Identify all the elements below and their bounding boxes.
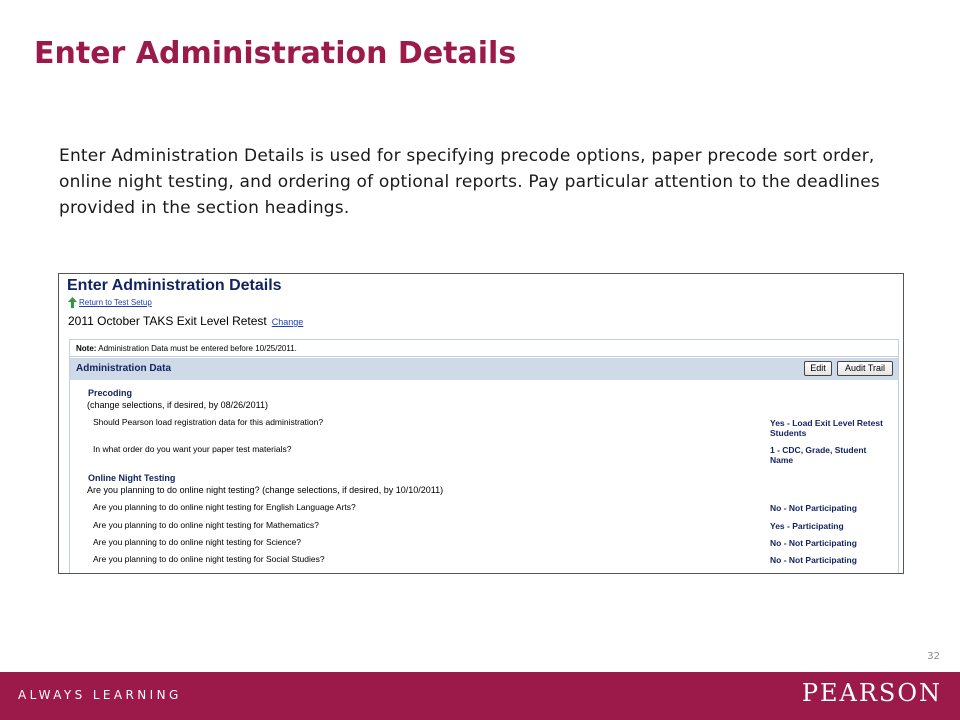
embedded-screenshot xyxy=(58,273,904,574)
page-number: 32 xyxy=(927,651,940,662)
night-testing-answer: Yes - Participating xyxy=(770,521,844,531)
precoding-question: In what order do you want your paper test materials? xyxy=(93,444,292,454)
night-testing-subtitle: Are you planning to do online night testing? (change selections, if desired, by 10/10/2011) xyxy=(87,485,444,495)
footer-bar xyxy=(0,672,960,720)
administration-name: 2011 October TAKS Exit Level Retest xyxy=(68,314,267,328)
up-arrow-icon xyxy=(68,297,77,308)
edit-button[interactable]: Edit xyxy=(804,361,832,376)
section-header xyxy=(70,358,898,380)
page-title: Enter Administration Details xyxy=(67,277,282,294)
footer-tagline: ALWAYS LEARNING xyxy=(18,688,182,702)
change-link[interactable]: Change xyxy=(271,317,304,327)
return-row xyxy=(68,296,152,308)
night-testing-question: Are you planning to do online night testing for Science? xyxy=(93,537,301,547)
precoding-subtitle: (change selections, if desired, by 08/26/2011) xyxy=(87,400,268,410)
audit-trail-button[interactable]: Audit Trail xyxy=(837,361,893,376)
night-testing-answer: No - Not Participating xyxy=(770,503,857,513)
precoding-title: Precoding xyxy=(88,388,133,398)
pearson-logo: PEARSON xyxy=(801,679,942,707)
slide-title: Enter Administration Details xyxy=(34,36,517,71)
night-testing-question: Are you planning to do online night testing for English Language Arts? xyxy=(93,502,356,512)
night-testing-answer: No - Not Participating xyxy=(770,555,857,565)
night-testing-title: Online Night Testing xyxy=(88,473,176,483)
slide-body-text: Enter Administration Details is used for specifying precode options, paper precode sort order, online night testing, and ordering of optional reports. Pay particular attention to the deadlines provided in the section headings. xyxy=(59,146,880,218)
administration-panel xyxy=(69,339,899,574)
administration-row xyxy=(68,314,303,328)
note-bar xyxy=(70,339,898,357)
precoding-question: Should Pearson load registration data for this administration? xyxy=(93,417,324,427)
night-testing-question: Are you planning to do online night testing for Social Studies? xyxy=(93,554,325,564)
note-label: Note: xyxy=(76,344,97,353)
section-title: Administration Data xyxy=(76,363,172,374)
return-to-test-setup-link[interactable]: Return to Test Setup xyxy=(79,297,152,307)
night-testing-question: Are you planning to do online night testing for Mathematics? xyxy=(93,520,319,530)
note-text: Administration Data must be entered before 10/25/2011. xyxy=(98,344,297,353)
precoding-answer: Yes - Load Exit Level Retest Students xyxy=(770,418,883,438)
night-testing-answer: No - Not Participating xyxy=(770,538,857,548)
precoding-answer: 1 - CDC, Grade, Student Name xyxy=(770,445,867,465)
